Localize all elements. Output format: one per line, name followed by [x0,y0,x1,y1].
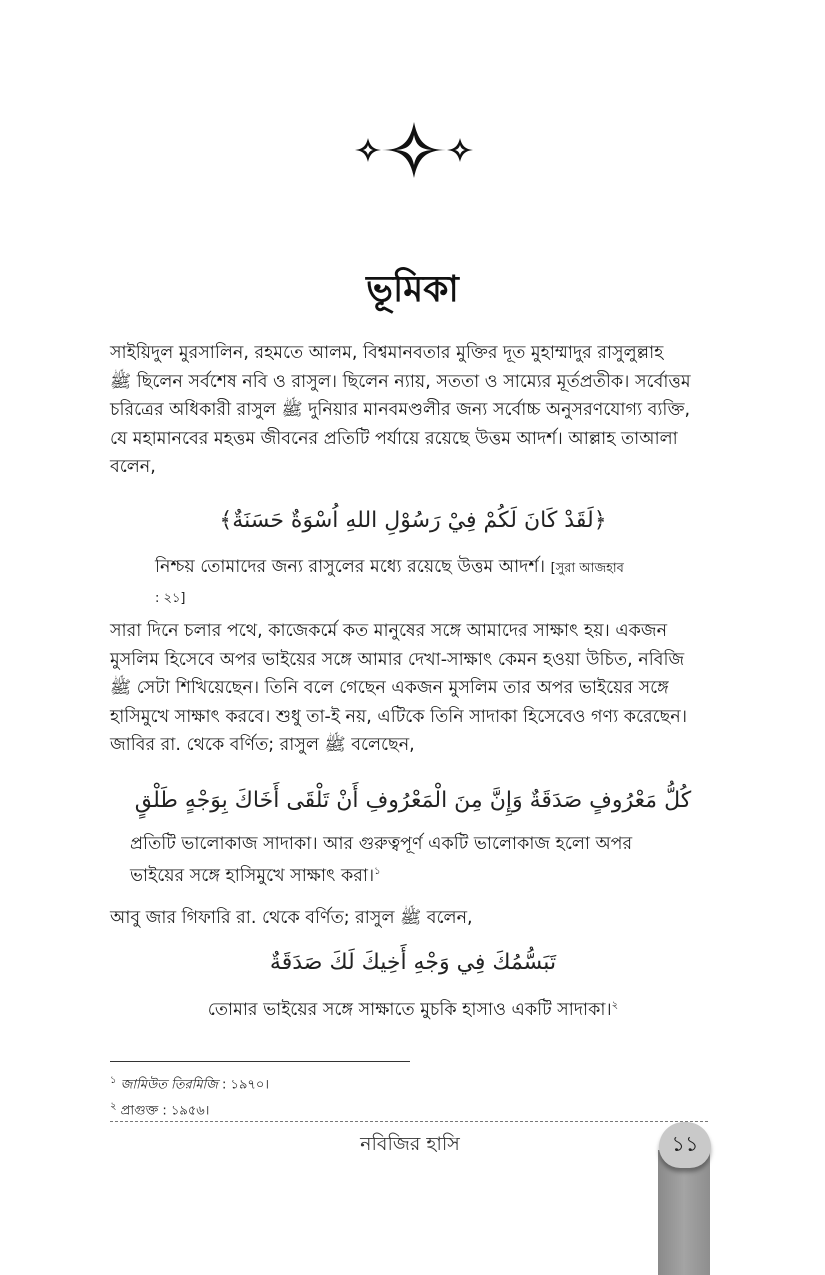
footnote-mark: ২ [110,1101,117,1113]
footnote-source: প্রাগুক্ত [120,1103,159,1119]
intro-line: চরিত্রের অধিকারী রাসুল ﷺ দুনিয়ার মানবমণ্ডলীর জন্য সর্বোচ্চ অনুসরণযোগ্য ব্যক্তি, [110,400,691,420]
footnote-ref[interactable]: ২ [611,1000,619,1011]
hadith-two-translation [110,992,716,1024]
hadith-one-line: প্রতিটি ভালোকাজ সাদাকা। আর গুরুত্বপূর্ণ একটি ভালোকাজ হলো অপর [130,834,633,854]
footnote-ref[interactable]: ১ [374,866,381,877]
para-line: হাসিমুখে সাক্ষাৎ করবে। শুধু তা-ই নয়, এটিকে তিনি সাদাকা হিসেবেও গণ্য করেছেন। [110,706,687,727]
intro-line: যে মহামানবের মহত্তম জীবনের প্রতিটি পর্যায়ে রয়েছে উত্তম আদর্শ। আল্লাহ তাআলা [110,428,678,449]
para-line: মুসলিম হিসেবে অপর ভাইয়ের সঙ্গে আমার দেখা-সাক্ষাৎ কেমন হওয়া উচিত, নবিজি [110,649,685,670]
footnote-detail: : ১৯৫৬। [158,1103,210,1119]
quran-verse-arabic: ﴿لَقَدْ كَانَ لَكُمْ فِيْ رَسُوْلِ اللهِ اُسْوَةٌ حَسَنَةٌ﴾ [219,508,607,533]
intro-line: বলেন, [110,457,156,477]
footer-divider [110,1121,708,1122]
footnote-item [110,1096,670,1122]
paragraph-two [110,617,716,760]
para-line: সারা দিনে চলার পথে, কাজেকর্মে কত মানুষের সঙ্গে আমাদের সাক্ষাৎ হয়। একজন [110,621,668,641]
paragraph-three: আবু জার গিফারি রা. থেকে বর্ণিত; রাসুল ﷺ বলেন, [110,908,473,928]
page-number-tab: ১১ [659,1122,711,1168]
intro-paragraph [110,339,716,482]
footnotes [110,1070,670,1123]
intro-line: ﷺ ছিলেন সর্বশেষ নবি ও রাসুল। ছিলেন ন্যায়, সততা ও সাম্যের মূর্তপ্রতীক। সর্বোত্তম [110,371,691,392]
footnote-source: জামিউত তিরমিজি [120,1077,218,1093]
hadith-one-arabic: كُلُّ مَعْرُوفٍ صَدَقَةٌ وَإِنَّ مِنَ الْمَعْرُوفِ أَنْ تَلْقَى أَخَاكَ بِوَجْهٍ طَلْقٍ [134,788,692,813]
para-line: ﷺ সেটা শিখিয়েছেন। তিনি বলে গেছেন একজন মুসলিম তার অপর ভাইয়ের সঙ্গে [110,678,669,698]
intro-line: সাইয়িদুল মুরসালিন, রহমতে আলম, বিশ্বমানবতার মুক্তির দূত মুহাম্মাদুর রাসুলুল্লাহ [110,343,664,363]
footnote-divider [110,1061,410,1062]
footnote-item [110,1070,670,1096]
verse-translation-text: নিশ্চয় তোমাদের জন্য রাসুলের মধ্যে রয়েছে উত্তম আদর্শ। [155,557,545,577]
verse-reference-cont: : ২১] [155,591,186,606]
running-title: নবিজির হাসি [360,1133,460,1155]
verse-reference: [সুরা আজহাব [550,561,624,576]
chapter-title: ভূমিকা [366,269,459,310]
hadith-one-line: ভাইয়ের সঙ্গে হাসিমুখে সাক্ষাৎ করা। [130,865,375,886]
footnote-detail: : ১৯৭০। [217,1077,269,1093]
hadith-two-arabic: تَبَسُّمُكَ فِي وَجْهِ أَخِيكَ لَكَ صَدَقَةٌ [269,950,557,975]
verse-translation [155,553,675,613]
hadith-one-translation [130,830,690,890]
para-line: জাবির রা. থেকে বর্ণিত; রাসুল ﷺ বলেছেন, [110,735,415,755]
footnote-mark: ১ [110,1075,117,1086]
page-edge-bar [658,1150,710,1275]
hadith-two-text: তোমার ভাইয়ের সঙ্গে সাক্ষাতে মুচকি হাসাও একটি সাদাকা। [207,999,612,1020]
star-ornament-icon [350,118,478,182]
